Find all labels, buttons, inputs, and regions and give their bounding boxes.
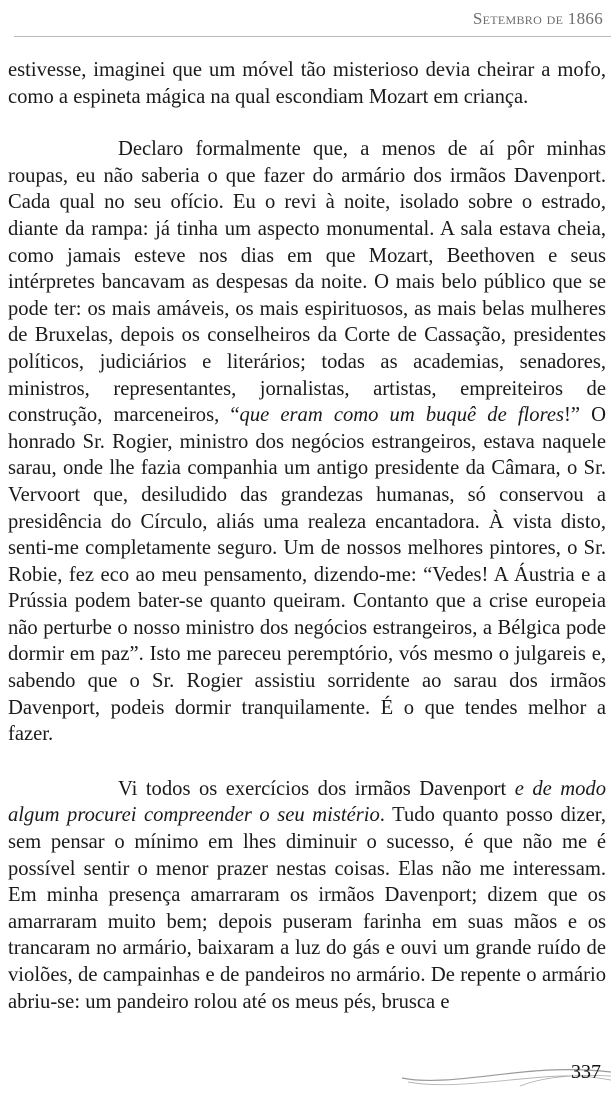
paragraph-3 xyxy=(8,776,606,1015)
paragraph-2-italic-quote: que eram como um buquê de flores xyxy=(239,404,564,427)
header-month: Setembro xyxy=(472,9,543,28)
paragraph-2-part-a: Declaro formalmente que, a menos de aí pôr minhas roupas, eu não saberia o que fazer do armário dos irmãos Davenport. Cada qual no seu ofício. Eu o revi à noite, isolado sobre o estrado, diante da rampa: já tinha um aspecto monumental. A sala estava cheia, como jamais esteve nos dias em que Mozart, Beethoven e seus intérpretes bancavam as despesas da noite. O mais belo público que se pode ter: os mais amáveis, os mais espirituosos, as mais belas mulheres de Bruxelas, depois os conselheiros da Corte de Cassação, presidentes políticos, judiciários e literários; todas as academias, senadores, ministros, representantes, jornalistas, artistas, empreiteiros de construção, marceneiros, “ xyxy=(8,138,606,427)
header-divider xyxy=(14,36,611,37)
header-year: 1866 xyxy=(567,9,603,28)
paragraph-3-part-b: . Tudo quanto posso dizer, sem pensar o mínimo em lhes diminuir o sucesso, é que não me é possível sentir o menor prazer nestas coisas. Elas não me interessam. Em minha presença amarraram os irmãos Davenport; dizem que os amarraram muito bem; depois puseram farinha em suas mãos e os trancaram no armário, baixaram a luz do gás e ouvi um grande ruído de violões, de campainhas e de pandeiros no armário. De repente o armário abriu-se: um pandeiro rolou até os meus pés, brusca e xyxy=(8,804,606,1013)
header-preposition: de xyxy=(546,9,564,28)
paragraph-2 xyxy=(8,136,606,748)
paragraph-3-part-a: Vi todos os exercícios dos irmãos Davenport xyxy=(118,777,515,800)
paragraph-3-italic-phrase: e de modo algum procurei compreender o seu mistério xyxy=(8,777,607,827)
running-header xyxy=(473,9,603,29)
page-number: 337 xyxy=(571,1061,601,1083)
body-text xyxy=(8,57,606,1015)
paragraph-2-part-b: !” O honrado Sr. Rogier, ministro dos negócios estrangeiros, estava naquele sarau, onde lhe fazia companhia um antigo presidente da Câmara, o Sr. Vervoort que, desiludido das grandezas humanas, só conservou a presidência do Círculo, aliás uma realeza encantadora. À vista disto, senti-me completamente seguro. Um de nossos melhores pintores, o Sr. Robie, fez eco ao meu pensamento, dizendo-me: “Vedes! A Áustria e a Prússia podem bater-se quanto queiram. Contanto que a crise europeia não perturbe o nosso ministro dos negócios estrangeiros, a Bélgica pode dormir em paz”. Isto me pareceu peremptório, vós mesmo o julgareis e, sabendo que o Sr. Rogier assistiu sorridente ao sarau dos irmãos Davenport, podeis dormir tranquilamente. É o que tendes melhor a fazer. xyxy=(8,404,606,746)
paragraph-1: estivesse, imaginei que um móvel tão misterioso devia cheirar a mofo, como a espineta mágica na qual escondiam Mozart em criança. xyxy=(8,59,606,108)
